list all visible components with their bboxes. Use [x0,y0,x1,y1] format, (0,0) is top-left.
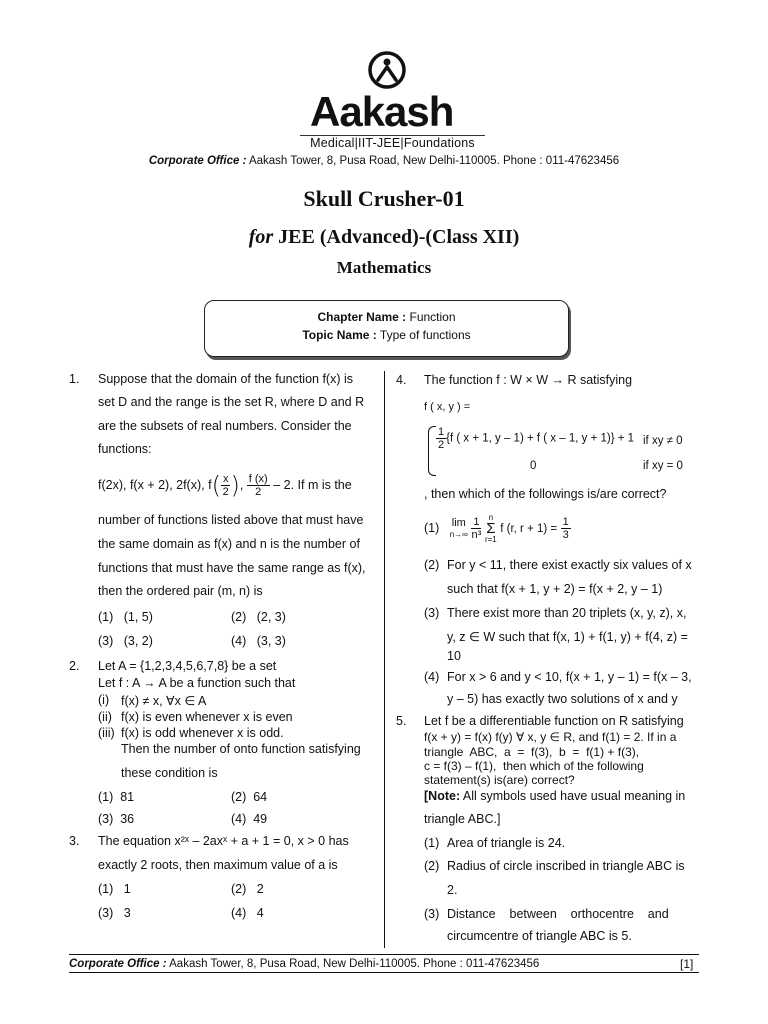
q5-option-2-num: (2) [424,859,440,873]
brand-name: Aakash [310,88,454,135]
aakash-emblem-icon [367,50,407,90]
subtitle-for: for [248,226,274,248]
page-number: [1] [680,957,694,971]
q1-line9: then the ordered pair (m, n) is [98,584,263,598]
q2-option-4: (4) 49 [231,812,268,826]
q3-number: 3. [69,834,80,848]
q3-option-3: (3) 3 [98,906,131,920]
q5-option-1: Area of triangle is 24. [447,836,566,850]
chapter-label: Chapter Name : [317,310,407,324]
chapter-box [204,300,569,357]
q5-line1: Let f be a differentiable function on R satisfying [424,714,684,728]
q4-option-2-line2: such that f(x + 1, y + 2) = f(x + 2, y – 1) [447,582,663,596]
q4-option-4-num: (4) [424,670,440,684]
q5-note-line1: All symbols used have usual meaning in [462,789,686,803]
q5-option-2-line1: Radius of circle inscribed in triangle ABC is [447,859,685,873]
q2-line7: these condition is [121,766,218,780]
q1-frac-fx2: $\frac{f (x)}{2}$ [248,473,268,499]
aakash-logo [300,50,485,154]
q1-frac-x2: $\frac{x}{2}$ [222,473,229,499]
q5-option-3-line2: circumcentre of triangle ABC is 5. [447,929,632,943]
q5-note-line2: triangle ABC.] [424,812,501,826]
q1-number: 1. [69,372,80,386]
q4-piecewise-brace [428,426,436,476]
brand-tagline: Medical|IIT-JEE|Foundations [310,136,475,150]
q4-option-2-line1: For y < 11, there exist exactly six values of x [447,558,692,572]
chapter-line [205,310,568,324]
q1-line4: functions: [98,442,152,456]
q4-option-3-line1: There exist more than 20 triplets (x, y, z), x, [447,606,687,620]
q2-line6: Then the number of onto function satisfying [121,742,361,756]
q2-cond-iii-num: (iii) [98,726,115,740]
footer-office [69,958,539,970]
footer-rule [69,954,699,955]
q2-cond-i: f(x) ≠ x, ∀x ∈ A [121,694,207,708]
subject-title: Mathematics [336,258,432,277]
page-title: Skull Crusher-01 [303,186,465,211]
q2-cond-i-num: (i) [98,693,110,707]
q3-option-4: (4) 4 [231,906,264,920]
q3-option-1: (1) 1 [98,882,131,896]
q1-line8: functions that must have the same range as f(x), [98,561,366,575]
q3-line1: The equation x²ˣ – 2axˣ + a + 1 = 0, x > 0 has [98,834,349,848]
q5-option-3-num: (3) [424,907,440,921]
q1-option-3: (3) (3, 2) [98,634,153,648]
q2-line1: Let A = {1,2,3,4,5,6,7,8} be a set [98,659,277,673]
q5-note [424,789,685,803]
q5-option-3-line1: Distance between orthocentre and [447,907,669,921]
column-divider [384,371,385,948]
footer-office-label: Corporate Office : [69,958,167,970]
q1-line6: number of functions listed above that must have [98,513,364,527]
q1-functions-b: – 2. If m is the [273,478,352,492]
office-text: Aakash Tower, 8, Pusa Road, New Delhi-110005. Phone : 011-47623456 [248,155,620,167]
q5-line5: statement(s) is(are) correct? [424,773,575,787]
q5-line4: c = f(3) – f(1), then which of the following [424,759,644,773]
q5-option-1-num: (1) [424,836,440,850]
q4-option-4-line2: y – 5) has exactly two solutions of x and y [447,692,678,706]
q4-option-1: (1) lim n→∞ $\frac{1}{\text{n³}}$ n Σ r=1 f (r, r + 1) = $\frac{1}{3}$ [424,513,569,544]
q2-line2: Let f : A → A be a function such that [98,676,296,690]
q1-functions: f(2x), f(x + 2), 2f(x), f( $\frac{x}{2}$ ), $\frac{f (x)}{2}$ – 2. If m is the [98,471,352,500]
q3-option-2: (2) 2 [231,882,264,896]
q4-number: 4. [396,373,407,387]
q2-cond-ii: f(x) is even whenever x is even [121,710,293,724]
q5-line2: f(x + y) = f(x) f(y) ∀ x, y ∈ R, and f(1) = 2. If in a [424,730,677,744]
topic-line [205,328,568,342]
q5-note-label: [Note: [424,789,461,803]
q1-line7: the same domain as f(x) and n is the number of [98,537,360,551]
q4-option-3-num: (3) [424,606,440,620]
q1-line2: set D and the range is the set R, where D and R [98,395,365,409]
q4-option-2-num: (2) [424,558,440,572]
chapter-value: Function [409,310,456,324]
topic-label: Topic Name : [302,328,377,342]
q4-line1: The function f : W × W → R satisfying [424,373,633,387]
q4-option-3-line3: 10 [447,649,461,663]
q5-line3: triangle ABC, a = f(3), b = f(1) + f(3), [424,745,640,759]
q1-line3: are the subsets of real numbers. Consider the [98,419,352,433]
footer-office-text: Aakash Tower, 8, Pusa Road, New Delhi-110005. Phone : 011-47623456 [169,958,540,970]
q1-functions-a: f(2x), f(x + 2), 2f(x), f [98,478,212,492]
footer-bottom-rule [69,972,699,973]
q1-line1: Suppose that the domain of the function f(x) is [98,372,354,386]
q4-line2: f ( x, y ) = [424,401,471,413]
q4-option-4-line1: For x > 6 and y < 10, f(x + 1, y – 1) = f(x – 3, [447,670,692,684]
office-label: Corporate Office : [148,155,247,167]
subtitle-exam: JEE (Advanced)-(Class XII) [278,226,520,248]
q4-option-1-num: (1) [424,520,440,535]
header-office [0,155,768,167]
q2-cond-ii-num: (ii) [98,710,112,724]
q1-option-2: (2) (2, 3) [231,610,286,624]
q3-line2: exactly 2 roots, then maximum value of a is [98,858,338,872]
q2-number: 2. [69,659,80,673]
q4-line3: , then which of the followings is/are correct? [424,487,667,501]
q2-option-3: (3) 36 [98,812,135,826]
q2-option-1: (1) 81 [98,790,135,804]
q2-cond-iii: f(x) is odd whenever x is odd. [121,726,284,740]
q5-number: 5. [396,714,407,728]
q2-option-2: (2) 64 [231,790,268,804]
q4-case1-cond: if xy ≠ 0 [643,435,683,447]
topic-value: Type of functions [379,328,471,342]
q5-option-2-line2: 2. [447,883,458,897]
q4-case1: $\frac{1}{2}$ {f ( x + 1, y – 1) + f ( x – 1, y + 1)} + 1 [438,426,635,451]
q1-option-4: (4) (3, 3) [231,634,286,648]
q4-option-3-line2: y, z ∈ W such that f(x, 1) + f(1, y) + f(4, z) = [447,630,688,644]
page-subtitle [0,226,768,249]
q4-case2: 0 [530,460,537,472]
q4-case2-cond: if xy = 0 [643,460,683,472]
q1-option-1: (1) (1, 5) [98,610,153,624]
q4-half: $\frac{1}{2}$ [438,426,445,451]
